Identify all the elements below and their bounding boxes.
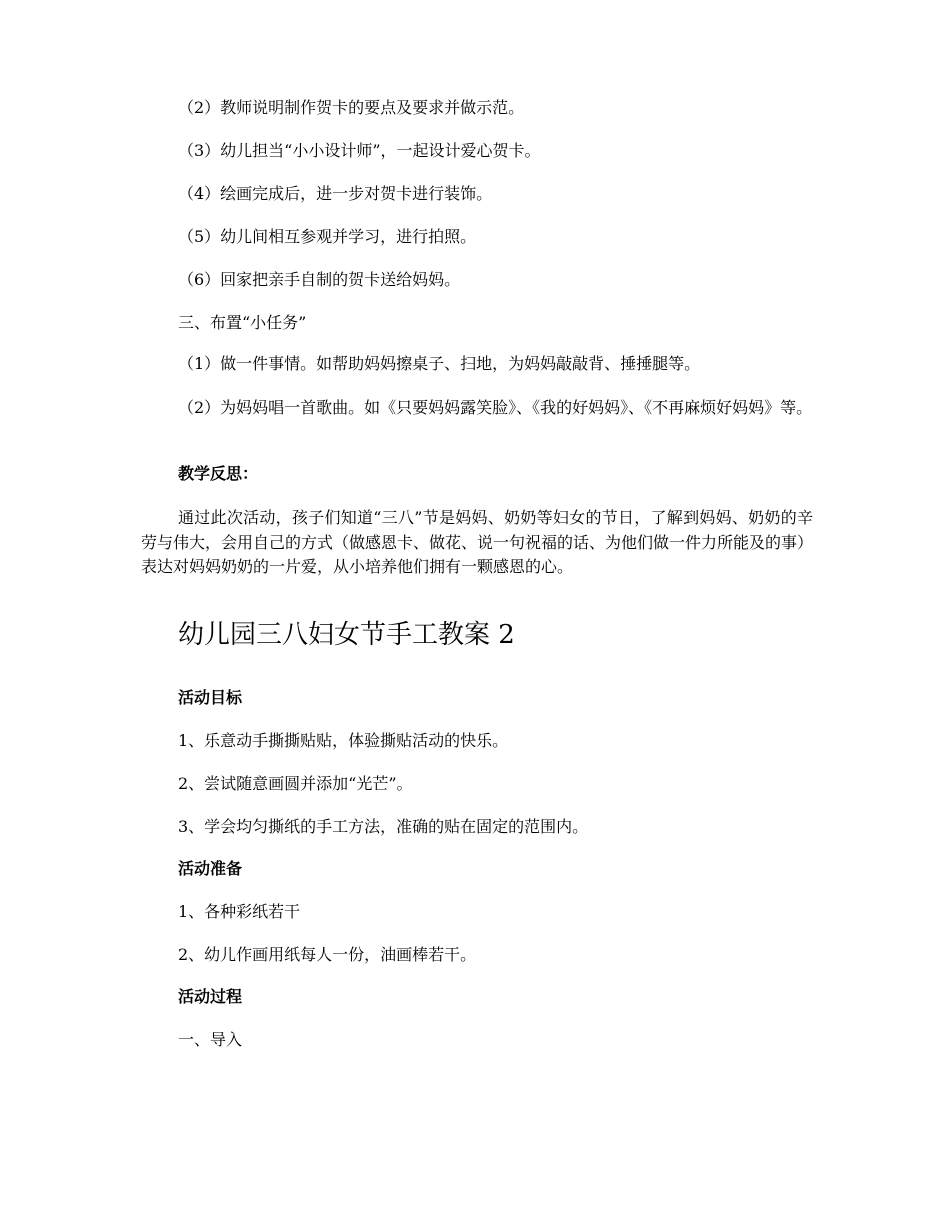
task-item-2: （2）为妈妈唱一首歌曲。如《只要妈妈露笑脸》、《我的好妈妈》、《不再麻烦好妈妈》等。 [178, 398, 813, 417]
task-heading: 三、布置“小任务” [178, 313, 307, 332]
step-2-text: （2）教师说明制作贺卡的要点及要求并做示范。 [178, 98, 525, 117]
step-4-text: （4）绘画完成后，进一步对贺卡进行装饰。 [178, 184, 493, 203]
process-heading: 活动过程 [178, 987, 243, 1006]
reflection-heading: 教学反思： [178, 464, 259, 483]
process-item-1: 一、导入 [178, 1030, 243, 1049]
goal-item-2: 2、尝试随意画圆并添加“光芒”。 [178, 774, 413, 793]
step-3-text: （3）幼儿担当“小小设计师”，一起设计爱心贺卡。 [178, 141, 541, 160]
prep-heading: 活动准备 [178, 859, 243, 878]
section-title: 幼儿园三八妇女节手工教案 2 [178, 620, 515, 650]
goals-heading: 活动目标 [178, 688, 243, 707]
step-5-text: （5）幼儿间相互参观并学习，进行拍照。 [178, 227, 477, 246]
goal-item-3: 3、学会均匀撕纸的手工方法，准确的贴在固定的范围内。 [178, 817, 589, 836]
goal-item-1: 1、乐意动手撕撕贴贴，体验撕贴活动的快乐。 [178, 731, 509, 750]
reflection-paragraph: 通过此次活动，孩子们知道“三八”节是妈妈、奶奶等妇女的节日，了解到妈妈、奶奶的辛劳与伟大，会用自己的方式（做感恩卡、做花、说一句祝福的话、为他们做一件力所能及的事）表达对妈妈奶奶的一片爱，从小培养他们拥有一颗感恩的心。 [141, 508, 814, 576]
task-item-1: （1）做一件事情。如帮助妈妈擦桌子、扫地，为妈妈敲敲背、捶捶腿等。 [178, 354, 701, 373]
prep-item-2: 2、幼儿作画用纸每人一份，油画棒若干。 [178, 945, 477, 964]
prep-item-1: 1、各种彩纸若干 [178, 902, 301, 921]
step-6-text: （6）回家把亲手自制的贺卡送给妈妈。 [178, 270, 461, 289]
